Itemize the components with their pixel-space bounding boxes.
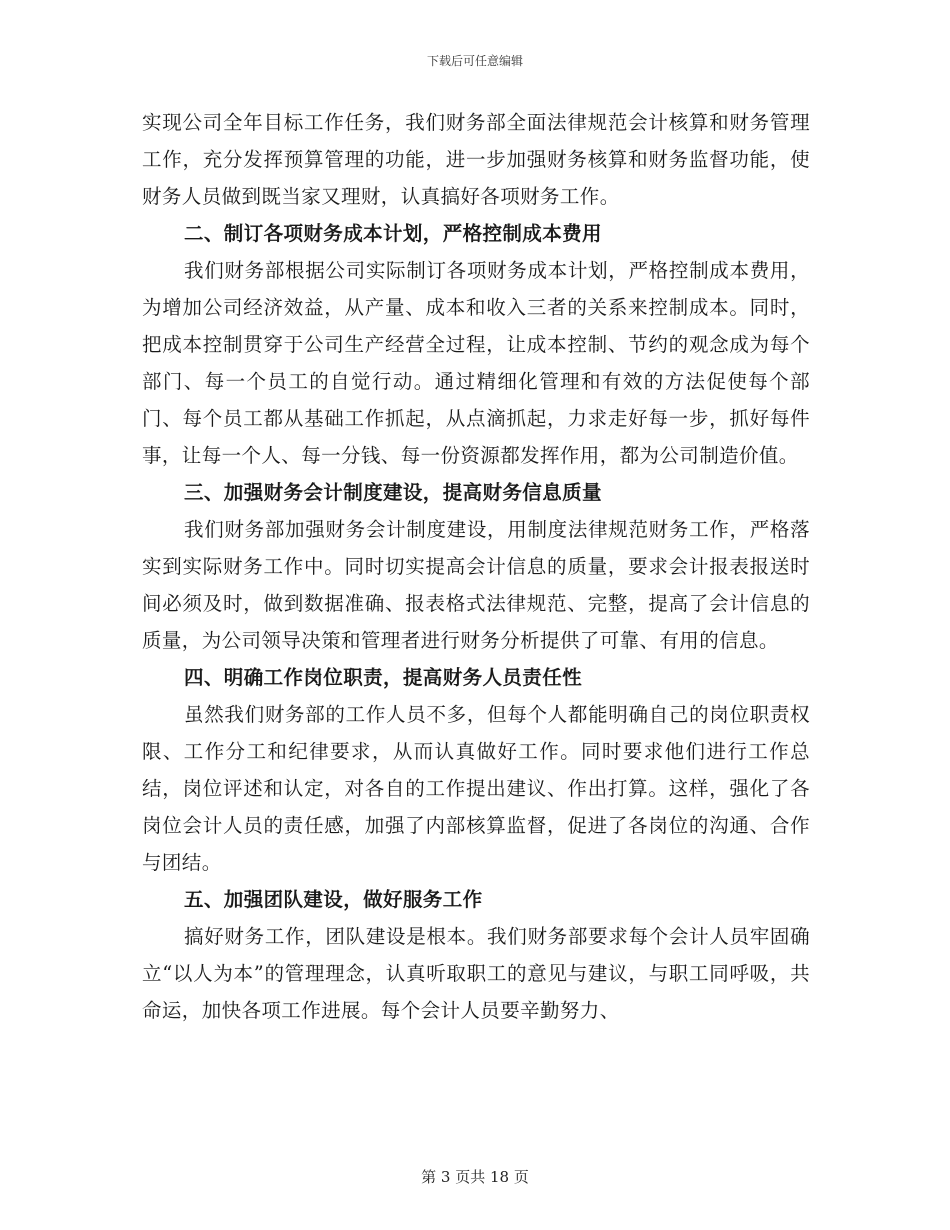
body-paragraph: 我们财务部加强财务会计制度建设，用制度法律规范财务工作，严格落实到实际财务工作中。同时切实提高会计信息的质量，要求会计报表报送时间必须及时，做到数据准确、报表格式法律规范、完整，提高了会计信息的质量，为公司领导决策和管理者进行财务分析提供了可靠、有用的信息。 bbox=[142, 518, 810, 652]
section-heading: 四、明确工作岗位职责，提高财务人员责任性 bbox=[184, 666, 583, 689]
section-heading: 二、制订各项财务成本计划，严格控制成本费用 bbox=[184, 222, 602, 245]
body-paragraph: 虽然我们财务部的工作人员不多，但每个人都能明确自己的岗位职责权限、工作分工和纪律要求，从而认真做好工作。同时要求他们进行工作总结，岗位评述和认定，对各自的工作提出建议、作出打算。这样，强化了各岗位会计人员的责任感，加强了内部核算监督，促进了各岗位的沟通、合作与团结。 bbox=[142, 703, 810, 874]
body-paragraph: 实现公司全年目标工作任务，我们财务部全面法律规范会计核算和财务管理工作，充分发挥预算管理的功能，进一步加强财务核算和财务监督功能，使财务人员做到既当家又理财，认真搞好各项财务工作。 bbox=[142, 111, 810, 208]
body-paragraph: 搞好财务工作，团队建设是根本。我们财务部要求每个会计人员牢固确立“以人为本”的管理理念，认真听取职工的意见与建议，与职工同呼吸，共命运，加快各项工作进展。每个会计人员要辛勤努力、 bbox=[142, 925, 810, 1022]
section-heading: 三、加强财务会计制度建设，提高财务信息质量 bbox=[184, 481, 602, 504]
document-body bbox=[142, 104, 810, 1029]
body-paragraph: 我们财务部根据公司实际制订各项财务成本计划，严格控制成本费用，为增加公司经济效益，从产量、成本和收入三者的关系来控制成本。同时，把成本控制贯穿于公司生产经营全过程，让成本控制、节约的观念成为每个部门、每一个员工的自觉行动。通过精细化管理和有效的方法促使每个部门、每个员工都从基础工作抓起，从点滴抓起，力求走好每一步，抓好每件事，让每一个人、每一分钱、每一份资源都发挥作用，都为公司制造价值。 bbox=[142, 259, 810, 467]
page-header-note: 下载后可任意编辑 bbox=[426, 54, 523, 68]
page-number-footer: 第 3 页共 18 页 bbox=[421, 1168, 529, 1186]
section-heading: 五、加强团队建设，做好服务工作 bbox=[184, 888, 483, 911]
